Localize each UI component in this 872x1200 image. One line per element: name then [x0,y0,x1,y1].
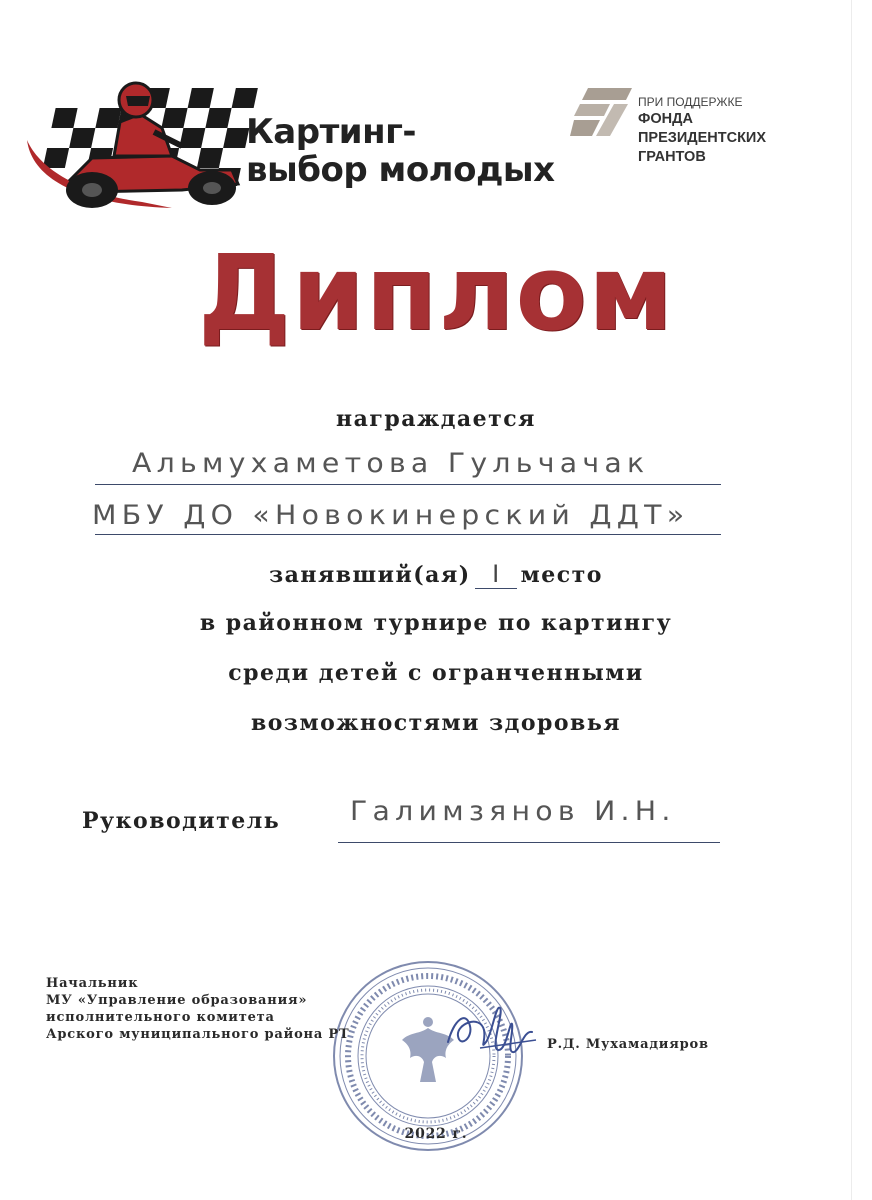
signature-icon [440,990,540,1070]
recipient-name-underline [95,484,721,485]
grant-logo-line4: ГРАНТОВ [638,149,706,165]
awarded-label: награждается [336,406,536,432]
page-edge [851,0,852,1200]
description-line2: среди детей с огранченными [228,660,644,686]
logo-title-line2: выбор молодых [246,150,555,190]
footer-year: 2022 г. [404,1126,468,1142]
place-suffix: место [520,562,603,588]
description-line1: в районном турнире по картингу [199,610,673,636]
place-prefix: занявший(ая) [269,562,471,588]
head-label: Руководитель [82,808,281,834]
logo-title-line1: Картинг- [246,112,416,152]
grant-logo-line2: ФОНДА [638,111,693,127]
recipient-organization-underline [95,534,721,535]
place-line [0,560,872,589]
footer-position: Начальник [46,976,139,991]
footer-committee: исполнительного комитета [46,1010,275,1025]
footer-district: Арского муниципального района РТ [46,1027,350,1042]
grant-logo-line3: ПРЕЗИДЕНТСКИХ [638,130,767,146]
presidential-grants-fund-icon [570,86,634,138]
place-value: I [475,560,517,589]
diploma-title: Диплом [198,232,674,354]
grant-logo-line1: ПРИ ПОДДЕРЖКЕ [638,95,743,109]
recipient-organization: МБУ ДО «Новокинерский ДДТ» [92,500,690,531]
footer-signatory: Р.Д. Мухамадияров [547,1037,709,1052]
footer-department: МУ «Управление образования» [46,993,308,1008]
recipient-name: Альмухаметова Гульчачак [132,448,650,479]
description-line3: возможностями здоровья [250,710,622,736]
head-name: Галимзянов И.Н. [350,796,676,827]
head-name-underline [338,842,720,843]
